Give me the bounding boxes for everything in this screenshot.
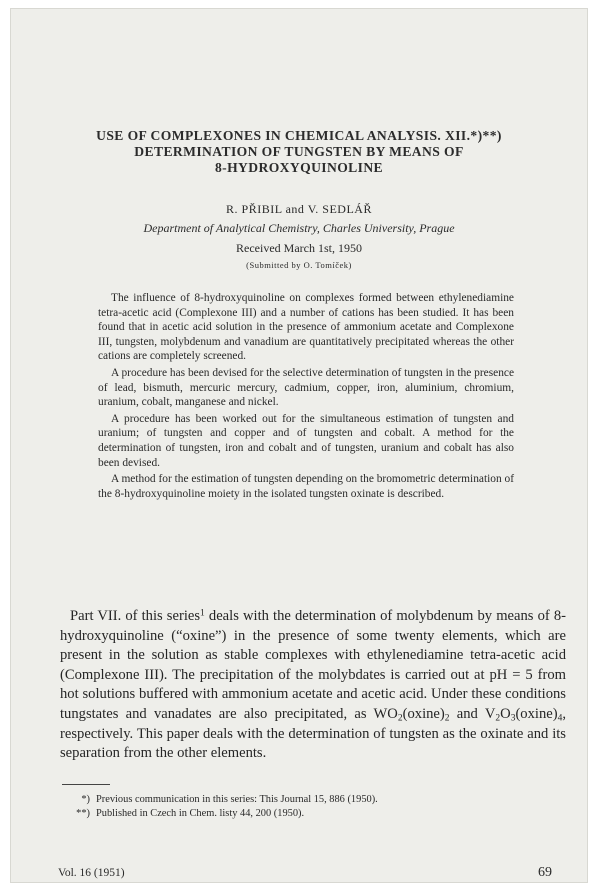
body-text-run: (oxine) xyxy=(515,705,558,722)
body-text-run: (oxine) xyxy=(402,705,445,722)
footnote-text: Previous communication in this series: This Journal 15, 886 (1950). xyxy=(96,794,378,805)
footnote-rule xyxy=(62,784,110,785)
volume-label: Vol. 16 (1951) xyxy=(58,867,125,879)
title-line-2: DETERMINATION OF TUNGSTEN BY MEANS OF xyxy=(134,144,464,159)
footnote-mark: **) xyxy=(76,808,90,819)
subscript: 3 xyxy=(510,713,516,724)
title-line-3: 8-HYDROXYQUINOLINE xyxy=(214,160,384,175)
authors: R. PŘIBIL and V. SEDLÁŘ xyxy=(226,202,372,216)
subscript: 2 xyxy=(397,713,403,724)
article-title xyxy=(10,128,588,176)
body-text xyxy=(60,607,566,764)
subscript: 2 xyxy=(495,713,501,724)
body-text-run: Part VII. of this series xyxy=(70,608,201,624)
footnote-mark: *) xyxy=(81,794,90,805)
abstract-paragraph-2: A procedure has been devised for the selective determination of tungsten in the presence of lead, bismuth, mercuric mercury, cadmium, copper, iron, aluminium, chromium, uranium, cobalt, manganese and nickel. xyxy=(98,366,514,409)
body-text-run: deals with the determination of molybdenum by means of 8-hydroxyquinoline (“oxine”) in the presence of some twenty elements, which are present in the solution as stable complexes with ethylenediamine tetra-acetic acid (Complexone III). The precipitation of the molybdates is carried out at pH = 5 from hot solutions buffered with ammonium acetate and acetic acid. Under these conditions tungstates and vanadates are also precipitated, as WO xyxy=(60,608,567,722)
received-date: Received March 1st, 1950 xyxy=(236,241,362,255)
footnotes xyxy=(62,793,542,821)
journal-page xyxy=(10,8,588,883)
footnote-1 xyxy=(62,793,542,807)
title-line-1: USE OF COMPLEXONES IN CHEMICAL ANALYSIS. XII.*)**) xyxy=(96,128,502,143)
subscript: 2 xyxy=(444,713,450,724)
footnote-text: Published in Czech in Chem. listy 44, 200 (1950). xyxy=(96,808,305,819)
page-number: 69 xyxy=(538,865,552,880)
body-paragraph xyxy=(60,607,566,764)
abstract xyxy=(98,291,514,503)
abstract-paragraph-3: A procedure has been worked out for the simultaneous estimation of tungsten and uranium; of tungsten and copper and of tungsten and cobalt. A method for the determination of tungsten, iron and cobalt and of tungsten, uranium and cobalt has also been devised. xyxy=(98,412,514,469)
abstract-paragraph-4: A method for the estimation of tungsten depending on the bromometric determination of the 8-hydroxyquinoline moiety in the isolated tungsten oxinate is described. xyxy=(98,473,515,500)
body-text-run: O xyxy=(500,705,511,722)
submitted-by: (Submitted by O. Tomíček) xyxy=(246,260,352,270)
reference-1-marker: 1 xyxy=(200,608,205,619)
body-text-run: and V xyxy=(449,705,496,722)
body-text-run: , respectively. This paper deals with the determination of tungsten as the oxinate and its separation from the other elements. xyxy=(60,705,566,762)
footnote-2 xyxy=(62,807,542,821)
affiliation: Department of Analytical Chemistry, Charles University, Prague xyxy=(143,221,455,235)
abstract-paragraph-1: The influence of 8-hydroxyquinoline on complexes formed between ethylenediamine tetra-acetic acid (Complexone III) and a number of cations has been studied. It has been found that in acetic acid solution in the presence of ammonium acetate and Complexone III, tungsten, molybdenum and vanadium are quantitatively precipitated whereas the other cations are completely screened. xyxy=(98,292,514,363)
subscript: 4 xyxy=(557,713,563,724)
